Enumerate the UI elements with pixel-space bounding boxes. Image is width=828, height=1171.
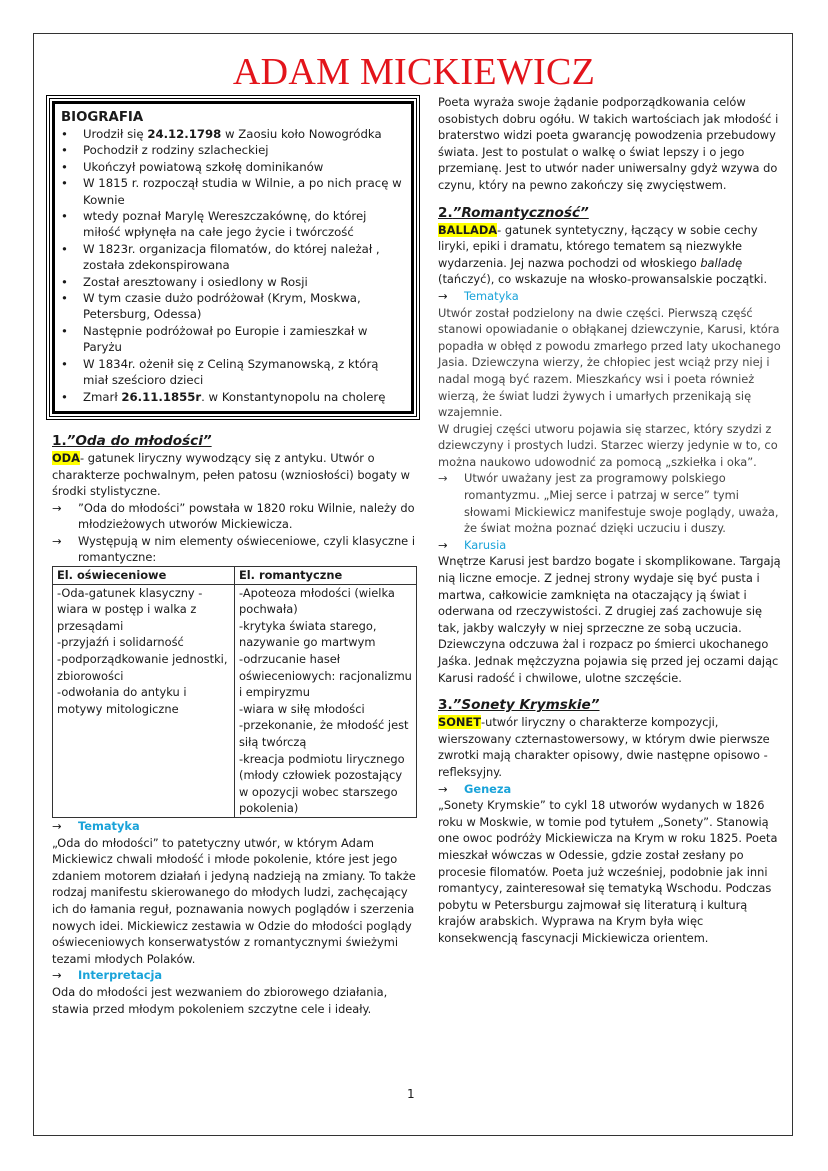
arrow-point: → Utwór uważany jest za programowy polskiego romantyzmu. „Miej serce i patrzaj w serce” tymi słowami Mickiewicz manifestuje swoje poglądy, uważa, że świat można poznać dzięki uczuciu i duszy. <box>438 471 779 536</box>
term-highlight: SONET <box>438 715 481 730</box>
left-column <box>52 95 422 1017</box>
arrow-icon: → <box>52 533 62 548</box>
geneza-text: „Sonety Krymskie” to cykl 18 utworów wydanych w 1826 roku w Moskwie, w tomie pod tytułem „Sonety”. Stanowią one owoc podróży Mickiewicza na Krym w roku 1825. Poeta mieszkał wówczas w Odessie, gdzie został zesłany po procesie filomatów. Poeta już wcześniej, podobnie jak inni romantycy, zainteresował się tematyką Wschodu. Podczas pobytu w Petersburgu zajmował się literaturą i kulturą krajów arabskich. Wyprawa na Krym była więc konsekwencją fascynacji Mickiewicza orientem. <box>438 798 778 945</box>
oda-interpretacja-continued: Poeta wyraża swoje żądanie podporządkowania celów osobistych dobru ogółu. W takich wartościach jak młodość i braterstwo widzi poeta gwarancję powodzenia przebudowy świata. Jest to postulat o walkę o świat lepszy i o jego przemianę. Jest to utwór nader uniwersalny gdyż wzywa do czynu, który na pewno zakończy się zwycięstwem. <box>438 95 779 192</box>
arrow-icon: → <box>438 781 448 796</box>
arrow-icon: → <box>438 471 448 486</box>
table-cell-romantic: -Apoteoza młodości (wielka pochwała) -krytyka świata starego, nazywanie go martwym -odrzucanie haseł oświeceniowych: racjonalizmu i empiryzmu -wiara w siłę młodości -przekonanie, że młodość jest siłą twórczą -kreacja podmiotu lirycznego (młody człowiek pozostający w opozycji wobec starszego pokolenia) <box>235 584 417 817</box>
biography-item: • Zmarł 26.11.1855r. w Konstantynopolu na cholerę <box>61 389 403 405</box>
arrow-icon: → <box>52 818 62 833</box>
biography-box <box>52 101 414 414</box>
biography-item: • W 1815 r. rozpoczął studia w Wilnie, a po nich pracę w Kownie <box>61 175 403 208</box>
sonet-definition: SONET-utwór liryczny o charakterze kompozycji, wierszowany czternastowersowy, w którym dwie pierwsze zwrotki mają charakter opisowy, dwie następne opisowo - refleksyjny. <box>438 715 770 779</box>
table-header-row <box>53 567 417 585</box>
comparison-table <box>52 566 417 818</box>
oda-definition: ODA- gatunek liryczny wywodzący się z antyku. Utwór o charakterze pochwalnym, pełen patosu (wzniosłości) bogaty w środki stylistyczne. <box>52 450 410 499</box>
oda-tematyka-text: „Oda do młodości” to patetyczny utwór, w którym Adam Mickiewicz chwali młodość i młode pokolenie, które jest jego zdaniem motorem działań i jedyną nadzieją na zmiany. To także rodzaj manifestu skierowanego do młodych ludzi, zachęcający ich do łamania reguł, poznawania nowych poglądów i szerzenia nowych idei. Mickiewicz zestawia w Odzie do młodości poglądy oświeceniowych konserwatystów z romantycznymi świeżymi tezami młodych Polaków. <box>52 835 416 966</box>
term-highlight: ODA <box>52 450 80 465</box>
biography-item: • Został aresztowany i osiedlony w Rosji <box>61 274 403 290</box>
arrow-point: → Występują w nim elementy oświeceniowe, czyli klasyczne i romantyczne: <box>52 533 415 565</box>
arrow-icon: → <box>438 288 448 303</box>
ballada-definition: BALLADA- gatunek syntetyczny, łączący w sobie cechy liryki, epiki i dramatu, którego tematem są niezwykłe wydarzenia. Jej nazwa pochodzi od włoskiego balladę (tańczyć), co wskazuje na włosko-prowansalskie początki. <box>438 222 768 287</box>
romantycznosc-tematyka-p2: W drugiej części utworu pojawia się starzec, który szydzi z dziewczyny i prostych ludzi. Starzec wierzy jedynie w to, co można naukowo udowodnić za pomocą „szkiełka i oka”. <box>438 421 778 469</box>
oda-interpretacja-text: Oda do młodości jest wezwaniem do zbiorowego działania, stawia przed młodym pokoleniem szczytne cele i ideały. <box>52 984 388 1016</box>
biography-item: • Pochodził z rodziny szlacheckiej <box>61 142 403 158</box>
table-header: El. romantyczne <box>235 567 417 585</box>
section-heading-oda: 1.”Oda do młodości” <box>52 432 212 449</box>
document-title: ADAM MICKIEWICZ <box>232 51 596 93</box>
biography-list <box>61 126 403 405</box>
romantycznosc-tematyka-p1: Utwór został podzielony na dwie części. Pierwszą część stanowi opowiadanie o obłąkanej dziewczynie, Karusi, która popadła w obłęd z powodu zmarłego przed laty ukochanego Jasia. Dziewczyna wierzy, że chłopiec jest wciąż przy niej i nadal mogą być razem. Mieszkańcy wsi i poeta również wierzą, że świat ludzi żywych i umarłych przenikają się wzajemnie. <box>438 305 781 420</box>
biography-item: • Urodził się 24.12.1798 w Zaosiu koło Nowogródka <box>61 126 403 142</box>
arrow-icon: → <box>52 968 62 983</box>
table-row <box>53 584 417 817</box>
arrow-icon: → <box>438 537 448 552</box>
arrow-icon: → <box>52 500 62 515</box>
right-column <box>438 94 784 947</box>
subheading-tematyka: → Tematyka <box>52 818 140 833</box>
section-heading-romantycznosc: 2.”Romantyczność” <box>438 204 589 221</box>
karusia-text: Wnętrze Karusi jest bardzo bogate i skomplikowane. Targają nią liczne emocje. Z jednej strony wydaje się być pusta i martwa, całkowicie zamknięta na otaczający ją świat i oderwana od rzeczywistości. Z drugiej zaś zachowuje się tak, jakby walczyły w niej sprzeczne ze sobą uczucia. Dziewczyna odczuwa żal i rozpacz po śmierci ukochanego Jaśka. Jednak mężczyzna pojawia się przed jej oczami dając Karusi radość i chwilowe, ulotne szczęście. <box>438 554 781 685</box>
biography-heading: BIOGRAFIA <box>61 110 144 125</box>
biography-item: • Ukończył powiatową szkołę dominikanów <box>61 159 403 175</box>
subheading-geneza: → Geneza <box>438 781 512 796</box>
biography-item: • wtedy poznał Marylę Wereszczakównę, do której miłość wpłynęła na całe jego życie i twórczość <box>61 208 403 241</box>
biography-item: • W 1823r. organizacja filomatów, do której należał , została zdekonspirowana <box>61 241 403 274</box>
section-heading-sonety: 3.”Sonety Krymskie” <box>438 697 600 714</box>
table-header: El. oświeceniowe <box>53 567 235 585</box>
biography-item: • Następnie podróżował po Europie i zamieszkał w Paryżu <box>61 323 403 356</box>
arrow-point: → ”Oda do młodości” powstała w 1820 roku Wilnie, należy do młodzieżowych utworów Mickiewicza. <box>52 500 415 532</box>
term-highlight: BALLADA <box>438 222 498 237</box>
biography-item: • W 1834r. ożenił się z Celiną Szymanowską, z którą miał sześcioro dzieci <box>61 356 403 389</box>
page-number: 1 <box>407 1087 415 1101</box>
subheading-karusia: → Karusia <box>438 537 507 552</box>
subheading-tematyka: → Tematyka <box>438 288 519 303</box>
subheading-interpretacja: → Interpretacja <box>52 968 163 983</box>
biography-item: • W tym czasie dużo podróżował (Krym, Moskwa, Petersburg, Odessa) <box>61 290 403 323</box>
table-cell-enlightenment: -Oda-gatunek klasyczny - wiara w postęp i walka z przesądami -przyjaźń i solidarność -podporządkowanie jednostki, zbiorowości -odwołania do antyku i motywy mitologiczne <box>53 584 235 817</box>
